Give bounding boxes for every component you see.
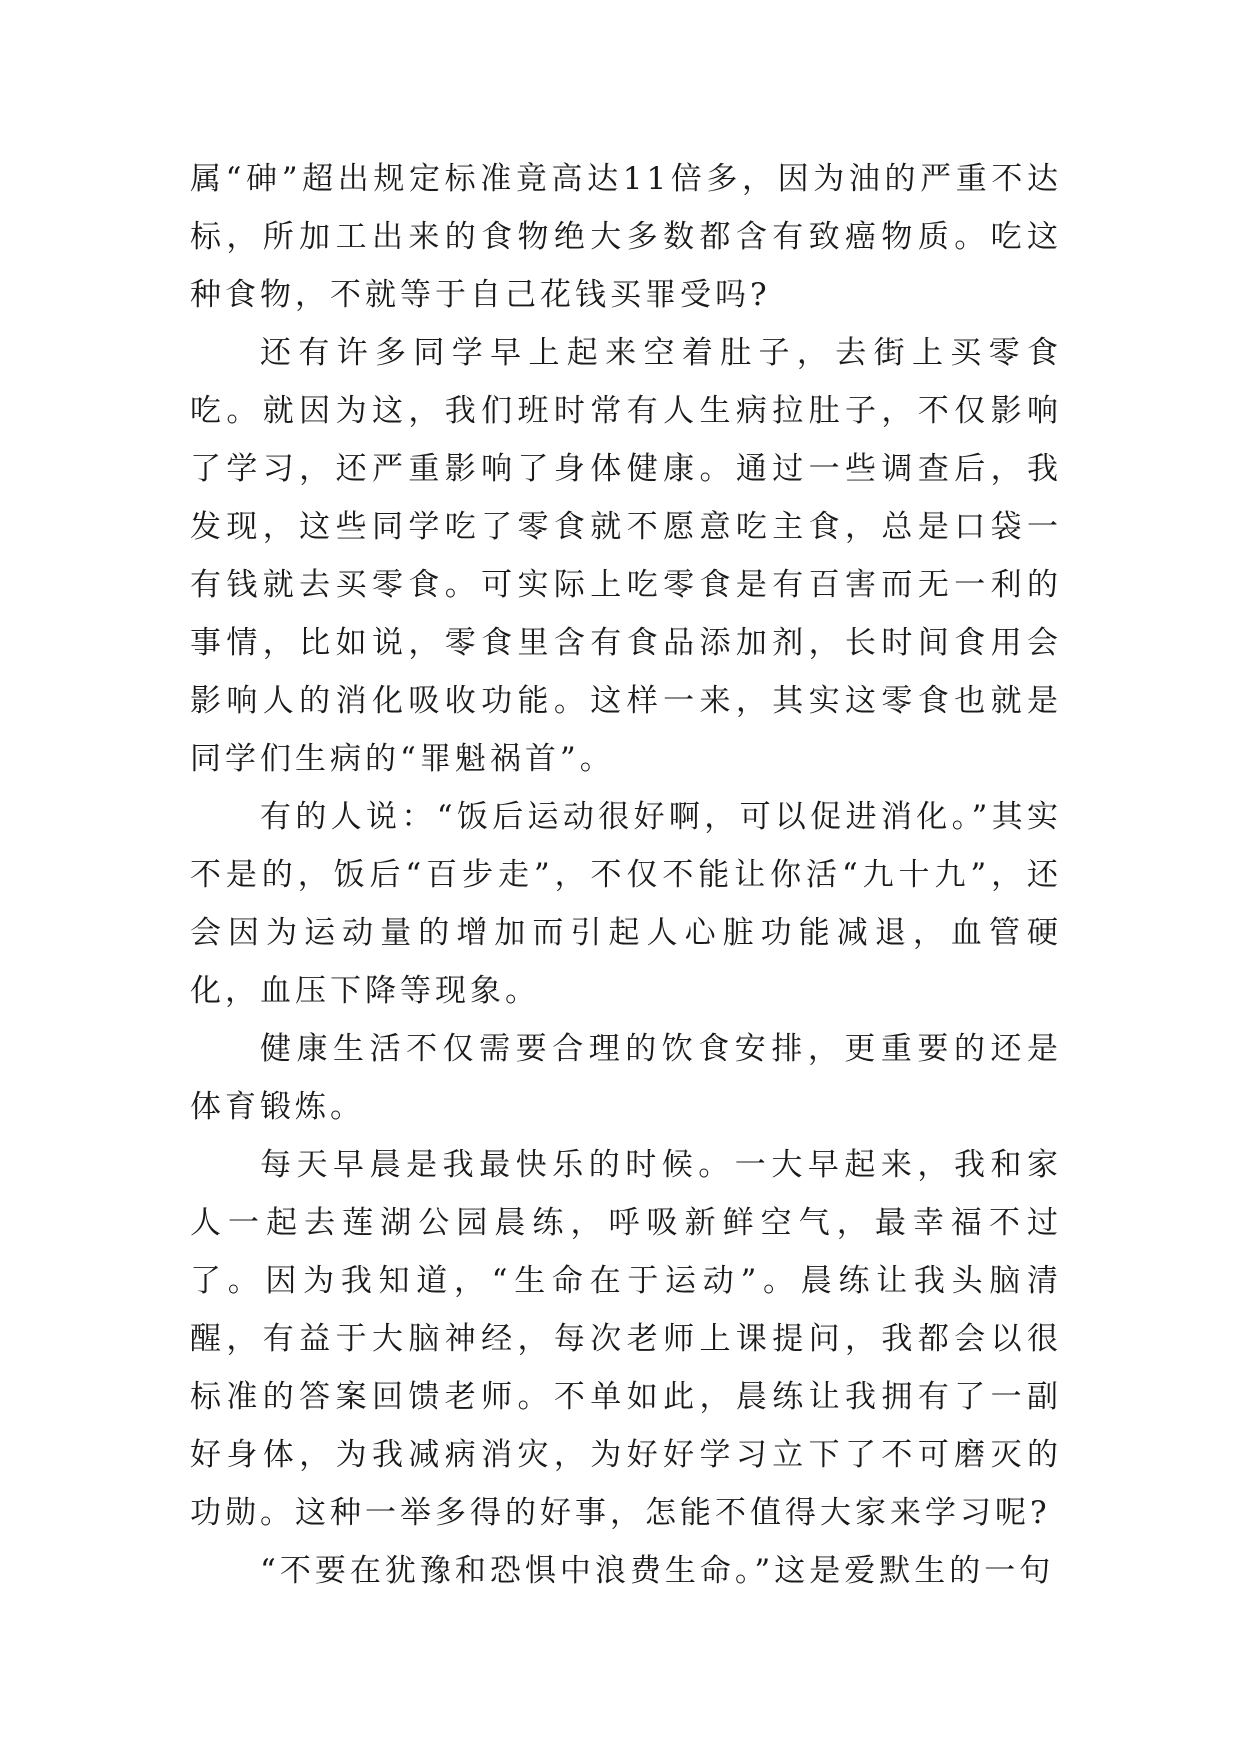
paragraph-3: 有的人说：“饭后运动很好啊，可以促进消化。”其实不是的，饭后“百步走”，不仅不能让你活“九十九”，还会因为运动量的增加而引起人心脏功能减退，血管硬化，血压下降等现象。 (190, 799, 1062, 1009)
paragraph-2: 还有许多同学早上起来空着肚子，去街上买零食吃。就因为这，我们班时常有人生病拉肚子，不仅影响了学习，还严重影响了身体健康。通过一些调查后，我发现，这些同学吃了零食就不愿意吃主食，总是口袋一有钱就去买零食。可实际上吃零食是有百害而无一利的事情，比如说，零食里含有食品添加剂，长时间食用会影响人的消化吸收功能。这样一来，其实这零食也就是同学们生病的“罪魁祸首”。 (190, 335, 1062, 777)
paragraph-6: “不要在犹豫和恐惧中浪费生命。”这是爱默生的一句 (260, 1553, 1055, 1589)
paragraph-4: 健康生活不仅需要合理的饮食安排，更重要的还是体育锻炼。 (190, 1031, 1062, 1125)
paragraph-5: 每天早晨是我最快乐的时候。一大早起来，我和家人一起去莲湖公园晨练，呼吸新鲜空气，最幸福不过了。因为我知道，“生命在于运动”。晨练让我头脑清醒，有益于大脑神经，每次老师上课提问，我都会以很标准的答案回馈老师。不单如此，晨练让我拥有了一副好身体，为我减病消灾，为好好学习立下了不可磨灭的功勋。这种一举多得的好事，怎能不值得大家来学习呢? (190, 1147, 1062, 1531)
body-text (190, 150, 1062, 1600)
paragraph-1: 属“砷”超出规定标准竟高达11倍多，因为油的严重不达标，所加工出来的食物绝大多数都含有致癌物质。吃这种食物，不就等于自己花钱买罪受吗? (190, 161, 1062, 313)
